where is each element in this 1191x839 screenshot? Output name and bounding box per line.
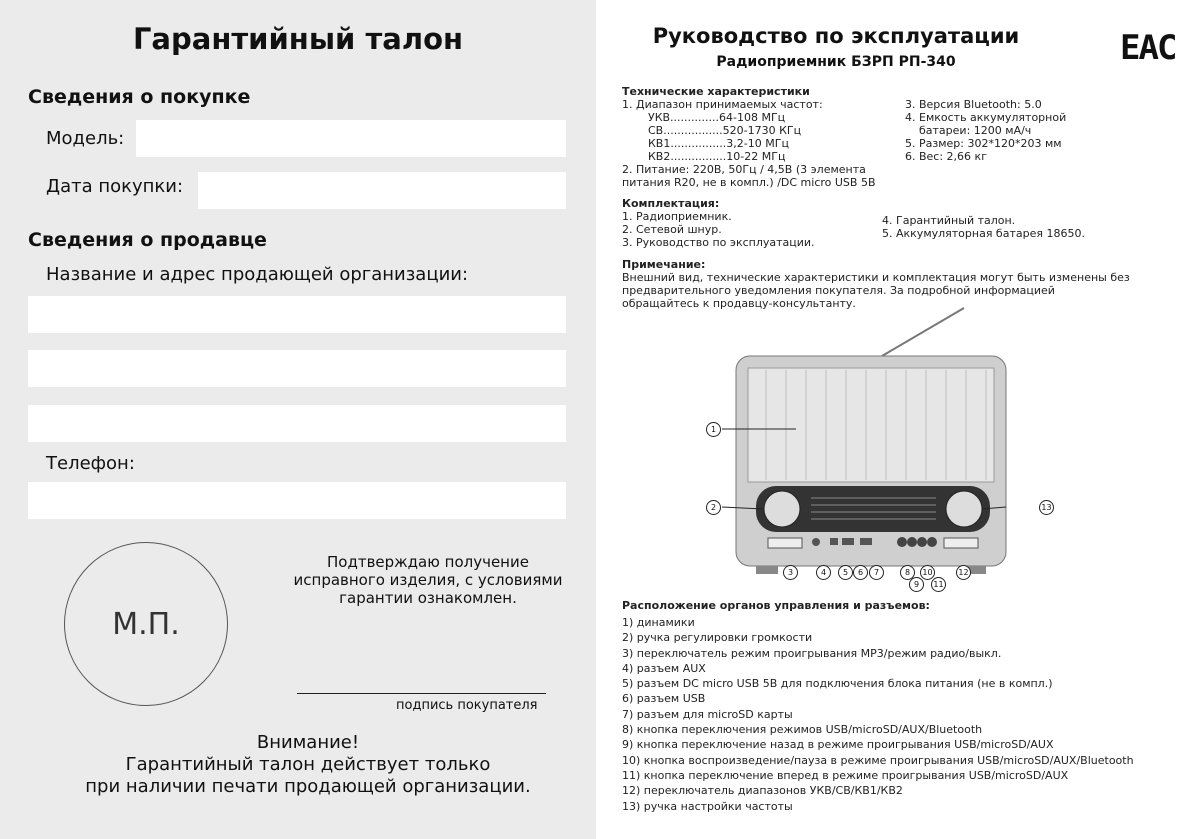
- callout-12: 12: [956, 565, 971, 580]
- control-item: 5) разъем DC micro USB 5В для подключения блока питания (не в компл.): [622, 677, 1053, 691]
- manual-page: [596, 0, 1191, 839]
- kit-left: [622, 210, 815, 249]
- phone-field[interactable]: [28, 482, 566, 519]
- kit-line: 3. Руководство по эксплуатации.: [622, 236, 815, 249]
- org-field-line-1[interactable]: [28, 296, 566, 333]
- kit-heading: Комплектация:: [622, 197, 720, 210]
- org-field-line-2[interactable]: [28, 350, 566, 387]
- usb-port: [842, 538, 854, 545]
- volume-knob: [764, 491, 800, 527]
- callout-4: 4: [816, 565, 831, 580]
- note-heading: Примечание:: [622, 258, 706, 271]
- note-text: [622, 271, 1130, 310]
- purchase-heading: Сведения о покупке: [28, 86, 251, 108]
- spec-line: СВ.................520-1730 КГц: [648, 124, 802, 137]
- callout-9: 9: [909, 577, 924, 592]
- controls-list: [622, 615, 1134, 814]
- radio-illustration: [696, 306, 1076, 596]
- callout-8: 8: [900, 565, 915, 580]
- callout-10: 10: [920, 565, 935, 580]
- specs-right: [905, 98, 1066, 163]
- spec-line: КВ1................3,2-10 МГц: [648, 137, 789, 150]
- spec-line: 2. Питание: 220В, 50Гц / 4,5В (3 элемента: [622, 163, 866, 176]
- kit-line: 4. Гарантийный талон.: [882, 214, 1016, 227]
- confirm-line: исправного изделия, с условиями: [293, 571, 563, 589]
- control-item: 2) ручка регулировки громкости: [622, 631, 813, 645]
- spec-line: КВ2................10-22 МГц: [648, 150, 786, 163]
- controls-heading: Расположение органов управления и разъемов:: [622, 599, 930, 612]
- signature-line: [297, 693, 546, 694]
- warranty-title: Гарантийный талон: [132, 22, 464, 56]
- spec-line: 1. Диапазон принимаемых частот:: [622, 98, 823, 111]
- spec-line: УКВ..............64-108 МГц: [648, 111, 786, 124]
- specs-left: [622, 98, 876, 189]
- callout-2: 2: [706, 500, 721, 515]
- callout-3: 3: [783, 565, 798, 580]
- button-prev: [907, 537, 917, 547]
- control-item: 6) разъем USB: [622, 692, 706, 706]
- callout-5: 5: [838, 565, 853, 580]
- phone-label: Телефон:: [46, 453, 135, 474]
- purchase-date-field[interactable]: [198, 172, 566, 209]
- purchase-date-label: Дата покупки:: [46, 176, 184, 197]
- spec-line: 3. Версия Bluetooth: 5.0: [905, 98, 1042, 111]
- attention-line: Внимание!: [256, 732, 360, 753]
- callout-7: 7: [869, 565, 884, 580]
- model-field[interactable]: [136, 120, 566, 157]
- dc-port: [830, 538, 838, 545]
- spec-line: 4. Емкость аккумуляторной: [905, 111, 1067, 124]
- control-item: 11) кнопка переключение вперед в режиме проигрывания USB/microSD/AUX: [622, 768, 1069, 782]
- stamp-label: М.П.: [112, 606, 180, 642]
- spec-line: 6. Вес: 2,66 кг: [905, 150, 987, 163]
- mode-switch: [768, 538, 802, 548]
- model-label: Модель:: [46, 128, 125, 149]
- org-label: Название и адрес продающей организации:: [46, 264, 469, 285]
- kit-line: 1. Радиоприемник.: [622, 210, 732, 223]
- control-item: 10) кнопка воспроизведение/пауза в режиме проигрывания USB/microSD/AUX/Bluetooth: [622, 753, 1134, 767]
- antenna: [882, 308, 964, 356]
- confirm-line: гарантии ознакомлен.: [339, 589, 517, 607]
- attention-line: Гарантийный талон действует только: [125, 754, 491, 775]
- callout-6: 6: [853, 565, 868, 580]
- confirmation-text: [278, 553, 578, 607]
- spec-line: батареи: 1200 мА/ч: [919, 124, 1032, 137]
- button-next: [927, 537, 937, 547]
- control-item: 4) разъем AUX: [622, 661, 706, 675]
- kit-line: 5. Аккумуляторная батарея 18650.: [882, 227, 1085, 240]
- control-item: 9) кнопка переключение назад в режиме проигрывания USB/microSD/AUX: [622, 738, 1054, 752]
- note-line: Внешний вид, технические характеристики и комплектация могут быть изменены без: [622, 271, 1130, 284]
- control-item: 12) переключатель диапазонов УКВ/СВ/КВ1/КВ2: [622, 784, 903, 798]
- control-item: 7) разъем для microSD карты: [622, 707, 793, 721]
- callout-1: 1: [706, 422, 721, 437]
- manual-subtitle: Радиоприемник БЗРП РП-340: [716, 54, 956, 70]
- org-field-line-3[interactable]: [28, 405, 566, 442]
- note-line: предварительного уведомления покупателя. За подробной информацией: [622, 284, 1055, 297]
- button-play: [917, 537, 927, 547]
- stamp-circle: [64, 542, 228, 706]
- note-line: обращайтесь к продавцу-консультанту.: [622, 297, 856, 310]
- spec-line: 5. Размер: 302*120*203 мм: [905, 137, 1062, 150]
- control-item: 3) переключатель режим проигрывания MP3/режим радио/выкл.: [622, 646, 1002, 660]
- control-item: 1) динамики: [622, 616, 695, 629]
- signature-label: подпись покупателя: [396, 698, 538, 713]
- tuning-knob: [946, 491, 982, 527]
- eac-mark: ЕАС: [1120, 28, 1176, 68]
- callout-11: 11: [931, 577, 946, 592]
- kit-right: [882, 214, 1085, 240]
- button-mode: [897, 537, 907, 547]
- manual-title: Руководство по эксплуатации: [652, 24, 1020, 48]
- specs-heading: Технические характеристики: [622, 85, 810, 98]
- spec-line: питания R20, не в компл.) /DC micro USB 5В: [622, 176, 876, 189]
- foot-left: [756, 566, 778, 574]
- speaker-grille: [748, 368, 994, 482]
- attention-line: при наличии печати продающей организации.: [85, 776, 531, 797]
- seller-heading: Сведения о продавце: [28, 229, 267, 251]
- sd-slot: [860, 538, 872, 545]
- attention-text: [40, 732, 576, 798]
- band-switch: [944, 538, 978, 548]
- kit-line: 2. Сетевой шнур.: [622, 223, 722, 236]
- confirm-line: Подтверждаю получение: [327, 553, 529, 571]
- control-item: 8) кнопка переключения режимов USB/microSD/AUX/Bluetooth: [622, 723, 983, 737]
- control-item: 13) ручка настройки частоты: [622, 799, 793, 813]
- aux-port: [812, 538, 820, 546]
- callout-13: 13: [1039, 500, 1054, 515]
